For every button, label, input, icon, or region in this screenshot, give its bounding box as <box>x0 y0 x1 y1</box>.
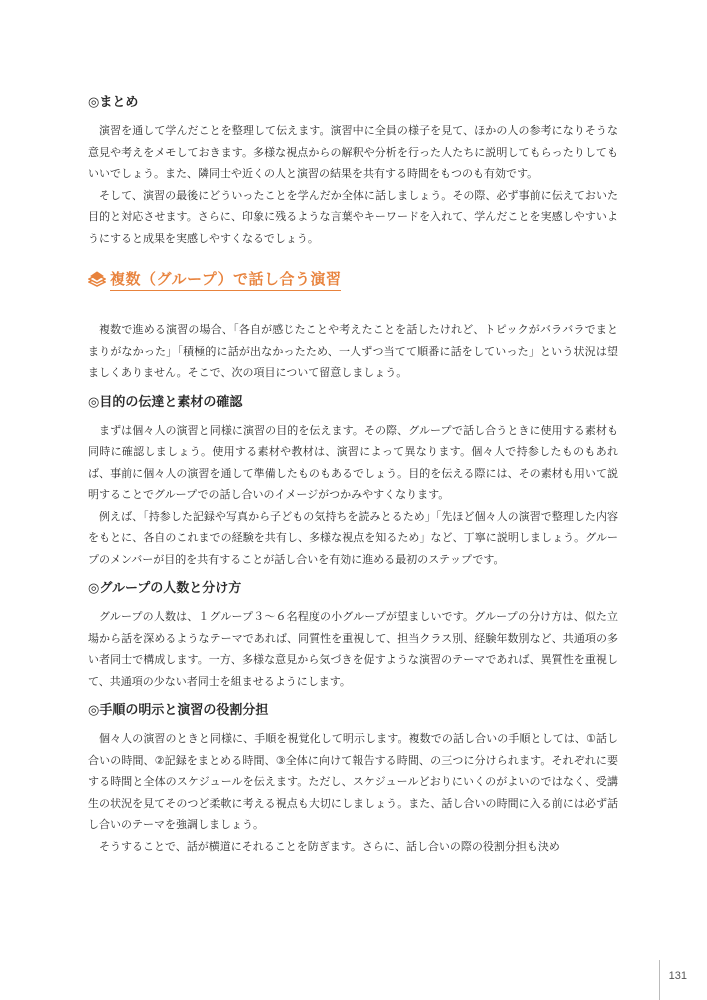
page-number-divider <box>659 960 660 1000</box>
summary-section <box>88 94 618 249</box>
purpose-section <box>88 394 618 571</box>
groups-section <box>88 580 618 692</box>
summary-paragraph-2: そして、演習の最後にどういったことを学んだか全体に話しましょう。その際、必ず事前に伝えておいた目的と対応させます。さらに、印象に残るような言葉やキーワードを入れて、学んだことを実感しやすいようにすると成果を実感しやすくなるでしょう。 <box>88 188 618 245</box>
procedure-paragraph-2: そうすることで、話が横道にそれることを防ぎます。さらに、話し合いの際の役割分担も決め <box>99 839 560 853</box>
procedure-heading: ◎手順の明示と演習の役割分担 <box>88 703 269 718</box>
procedure-section <box>88 702 618 857</box>
groups-heading: ◎グループの人数と分け方 <box>88 581 242 596</box>
purpose-paragraph-1: まずは個々人の演習と同様に演習の目的を伝えます。その際、グループで話し合うときに使用する素材も同時に確認しましょう。使用する素材や教材は、演習によって異なります。個々人で持参したものもあれば、事前に個々人の演習を通して準備したものもあるでしょう。目的を伝える際には、その素材も用いて説明することでグループでの話し合いのイメージがつかみやすくなります。 <box>88 423 618 501</box>
page-number: 131 <box>668 970 687 982</box>
purpose-heading: ◎目的の伝達と素材の確認 <box>88 394 243 410</box>
groups-paragraph-1: グループの人数は、１グループ３～６名程度の小グループが望ましいです。グループの分け方は、似た立場から話を深めるようなテーマであれば、同質性を重視して、担当クラス別、経験年数別など、共通項の多い者同士で構成します。一方、多様な意見から気づきを促すような演習のテーマであれば、異質性を重視して、共通項の少ない者同士を組ませるようにします。 <box>88 610 618 688</box>
section-title-text: 複数（グループ）で話し合う演習 <box>110 268 341 291</box>
purpose-paragraph-2: 例えば、「持参した記録や写真から子どもの気持ちを読みとるため」「先ほど個々人の演習で整理した内容をもとに、各自のこれまでの経験を共有し、多様な視点を知るため」など、丁寧に説明しましょう。グループのメンバーが目的を共有することが話し合いを有効に進める最初のステップです。 <box>88 509 618 566</box>
stacked-books-icon <box>88 271 106 287</box>
summary-paragraph-1: 演習を通して学んだことを整理して伝えます。演習中に全員の様子を見て、ほかの人の参考になりそうな意見や考えをメモしておきます。多様な視点からの解釈や分析を行った人たちに説明してもらったりしてもいいでしょう。また、隣同士や近くの人と演習の結果を共有する時間をもつのも有効です。 <box>88 124 618 180</box>
section-title <box>88 267 618 291</box>
section-intro <box>88 319 618 384</box>
summary-heading: ◎まとめ <box>88 95 139 110</box>
page-content <box>88 94 618 867</box>
intro-paragraph: 複数で進める演習の場合、「各自が感じたことや考えたことを話したけれど、トピックがバラバラでまとまりがなかった」「積極的に話が出なかったため、一人ずつ当てて順番に話をしていった」という状況は望ましくありません。そこで、次の項目について留意しましょう。 <box>88 323 618 379</box>
procedure-paragraph-1: 個々人の演習のときと同様に、手順を視覚化して明示します。複数での話し合いの手順としては、①話し合いの時間、②記録をまとめる時間、③全体に向けて報告する時間、の三つに分けられます。それぞれに要する時間と全体のスケジュールを伝えます。ただし、スケジュールどおりにいくのがよいのではなく、受講生の状況を見てそのつど柔軟に考える視点も大切にしましょう。また、話し合いの時間に入る前には必ず話し合いのテーマを強調しましょう。 <box>88 732 618 831</box>
